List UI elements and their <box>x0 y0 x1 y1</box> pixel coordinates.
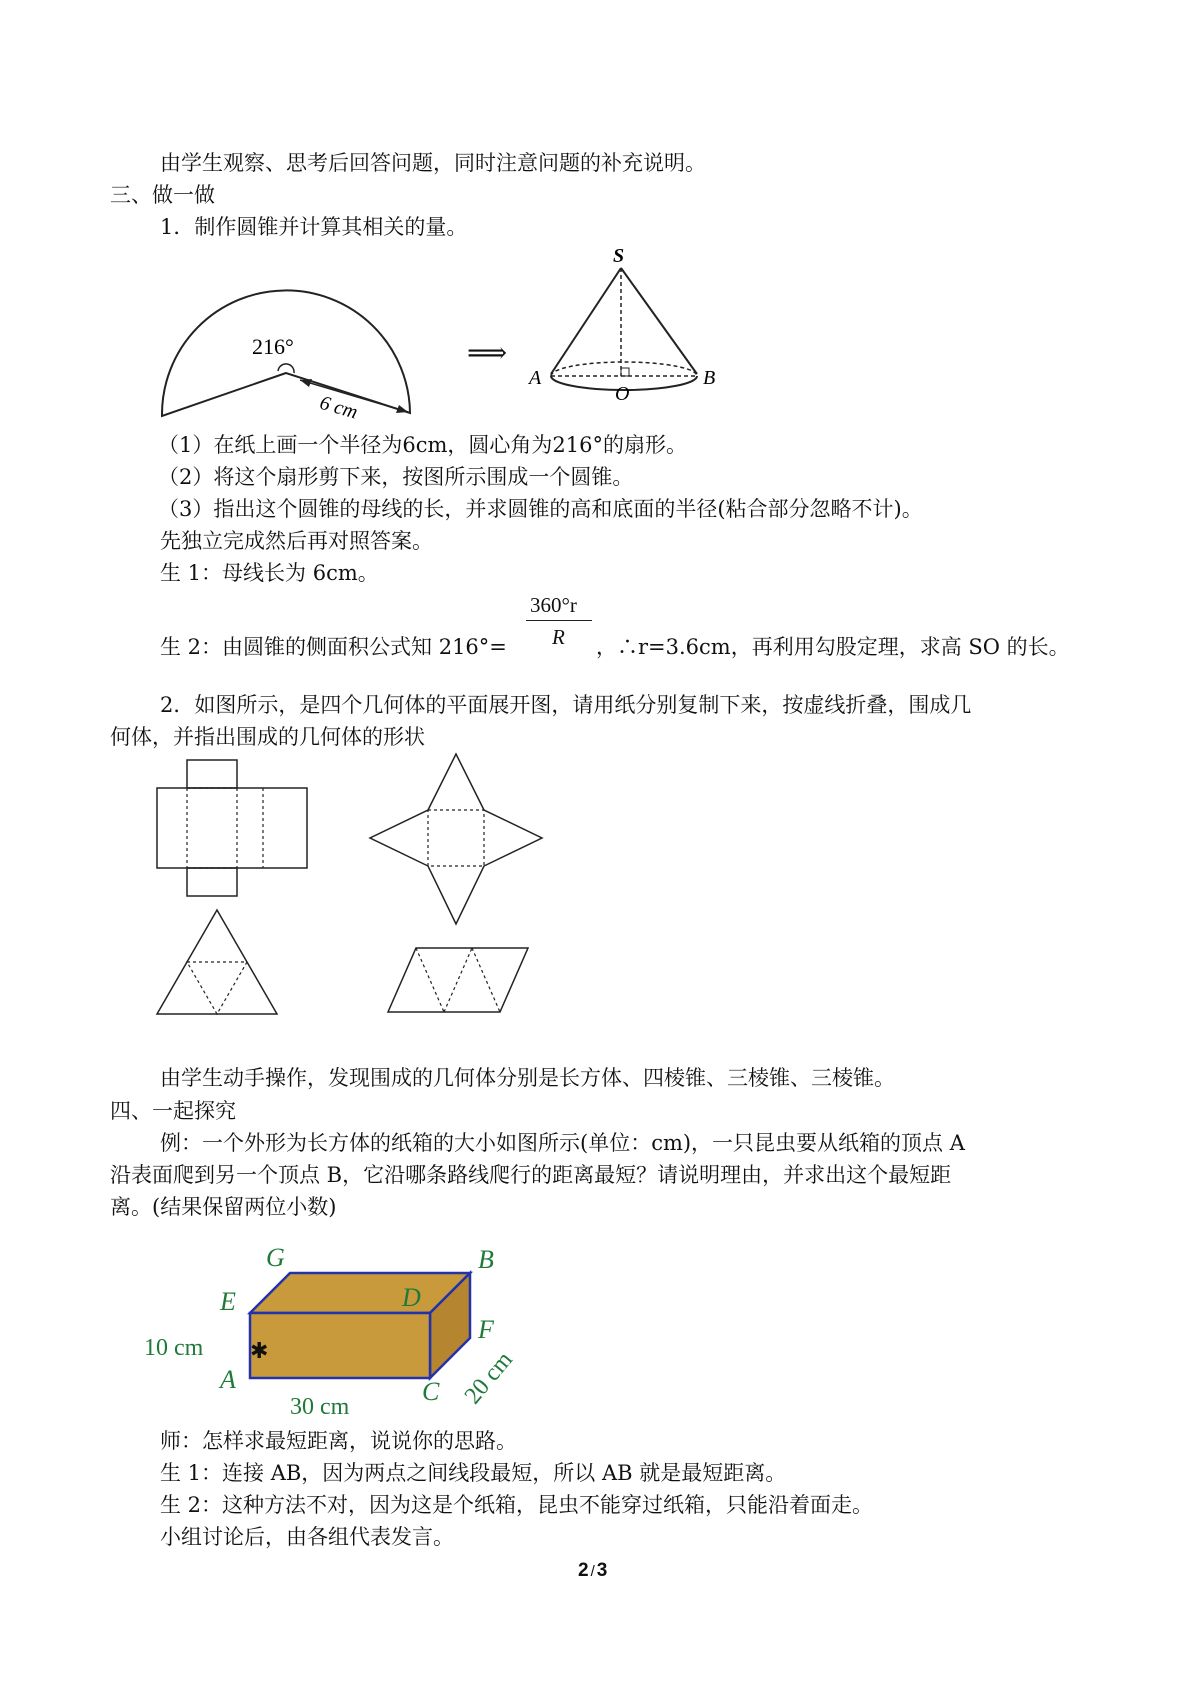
fraction-bar <box>526 620 592 621</box>
current-page: 2 <box>578 1560 589 1581</box>
text-line: 生 2：这种方法不对，因为这是个纸箱，昆虫不能穿过纸箱，只能沿着面走。 <box>160 1493 874 1517</box>
parallelogram-net-figure <box>386 946 536 1016</box>
page-number <box>578 1558 607 1585</box>
cone-figure <box>525 245 725 418</box>
text-line: （3）指出这个圆锥的母线的长，并求圆锥的高和底面的半径(粘合部分忽略不计)。 <box>158 497 923 521</box>
section-heading: 四、一起探究 <box>110 1099 236 1123</box>
text-line: 生 2：由圆锥的侧面积公式知 216°= <box>160 635 507 659</box>
vertex-label-d: D <box>402 1283 421 1312</box>
angle-label: 216° <box>252 334 294 359</box>
text-line: 沿表面爬到另一个顶点 B，它沿哪条路线爬行的距离最短？请说明理由，并求出这个最短距 <box>110 1163 952 1187</box>
vertex-label-e: E <box>220 1287 236 1316</box>
sector-figure <box>150 238 425 428</box>
text-line: 小组讨论后，由各组代表发言。 <box>160 1525 454 1549</box>
point-label-b: B <box>703 367 716 389</box>
height-label: 10 cm <box>144 1335 204 1361</box>
depth-label: 20 cm <box>459 1346 518 1410</box>
implies-arrow: ⟹ <box>467 336 508 369</box>
text-line: 由学生观察、思考后回答问题，同时注意问题的补充说明。 <box>160 151 706 175</box>
box-figure <box>144 1238 540 1420</box>
point-label-a: A <box>529 367 542 389</box>
pyramid-net-figure <box>368 752 548 926</box>
page-separator: / <box>590 1563 595 1580</box>
vertex-label-a: A <box>220 1365 236 1394</box>
text-line: （2）将这个扇形剪下来，按图所示围成一个圆锥。 <box>158 465 634 489</box>
total-pages: 3 <box>596 1560 608 1581</box>
text-line: 1．制作圆锥并计算其相关的量。 <box>160 215 468 239</box>
section-heading: 三、做一做 <box>110 183 215 207</box>
point-label-o: O <box>615 383 630 405</box>
text-line: 2．如图所示，是四个几何体的平面展开图，请用纸分别复制下来，按虚线折叠，围成几 <box>160 693 972 717</box>
length-label: 30 cm <box>290 1394 350 1420</box>
cuboid-net-figure <box>155 758 315 898</box>
text-line: 先独立完成然后再对照答案。 <box>160 529 433 553</box>
bug-icon: ✱ <box>250 1339 269 1364</box>
fraction-denominator: R <box>552 625 565 649</box>
radius-label: 6 cm <box>317 391 361 424</box>
text-line: 生 1：母线长为 6cm。 <box>160 561 379 585</box>
text-line: 师：怎样求最短距离，说说你的思路。 <box>160 1429 517 1453</box>
text-line: 何体，并指出围成的几何体的形状 <box>110 725 425 749</box>
vertex-label-b: B <box>478 1245 494 1274</box>
vertex-label-c: C <box>422 1377 440 1406</box>
text-line: 例：一个外形为长方体的纸箱的大小如图所示(单位：cm)，一只昆虫要从纸箱的顶点 A <box>160 1131 965 1155</box>
text-line: ，∴r=3.6cm，再利用勾股定理，求高 SO 的长。 <box>596 635 1070 659</box>
vertex-label-g: G <box>266 1243 285 1272</box>
text-line: 由学生动手操作，发现围成的几何体分别是长方体、四棱锥、三棱锥、三棱锥。 <box>160 1066 895 1090</box>
text-line: 离。(结果保留两位小数) <box>110 1195 337 1219</box>
text-line: （1）在纸上画一个半径为6cm，圆心角为216°的扇形。 <box>158 433 687 457</box>
text-line: 生 1：连接 AB，因为两点之间线段最短，所以 AB 就是最短距离。 <box>160 1461 787 1485</box>
tetrahedron-net-figure <box>155 908 285 1018</box>
fraction-numerator: 360°r <box>530 593 577 617</box>
apex-label-s: S <box>613 245 625 267</box>
vertex-label-f: F <box>478 1315 494 1344</box>
